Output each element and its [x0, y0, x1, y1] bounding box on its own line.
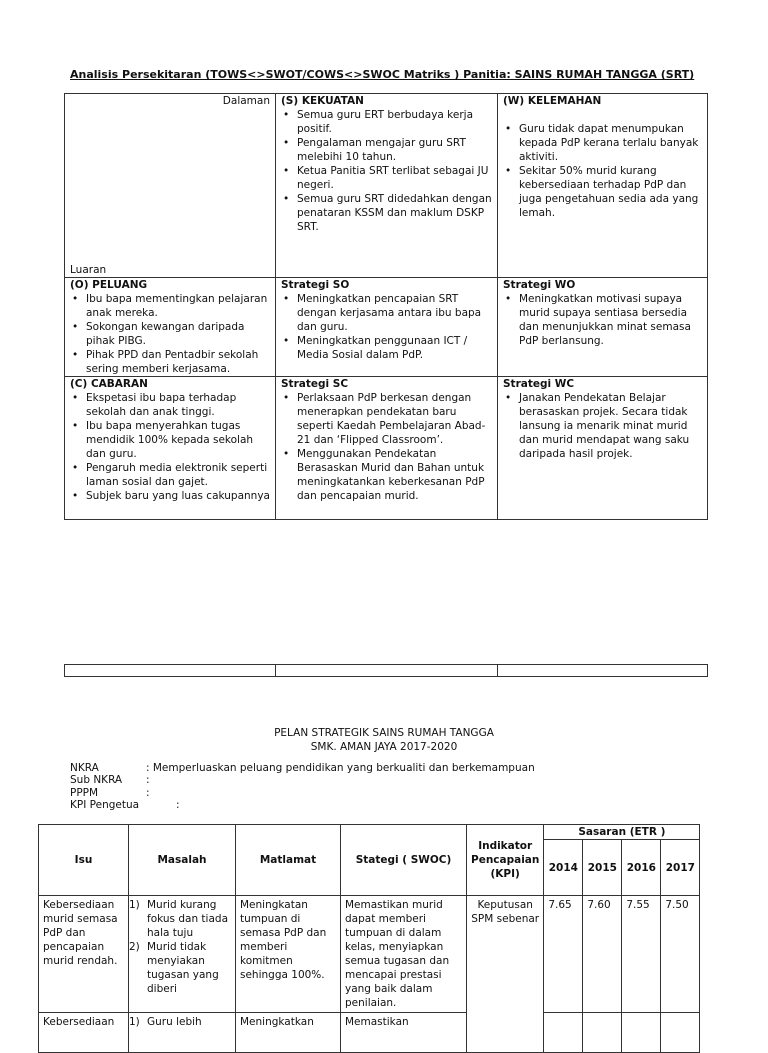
cell-strategi: Memastikan: [341, 1013, 467, 1053]
header-strategi: Stategi ( SWOC): [341, 825, 467, 896]
cell-value: 7.50: [661, 896, 700, 1013]
meta-label: KPI Pengetua: [70, 799, 140, 812]
plan-title-line2: SMK. AMAN JAYA 2017-2020: [310, 741, 458, 753]
meta-row-nkra: [70, 762, 535, 774]
list-item: • Pihak PPD dan Pentadbir sekolah sering memberi kerjasama.: [86, 348, 270, 376]
strategy-sc-cell: [276, 377, 498, 520]
list-item: • Guru tidak dapat menumpukan kepada PdP kerana terlalu banyak aktiviti.: [519, 122, 702, 164]
strategy-wo-heading: Strategi WO: [503, 279, 576, 291]
swot-title: Analisis Persekitaran (TOWS<>SWOT/COWS<>SWOC Matriks ) Panitia: SAINS RUMAH TANGGA (SRT): [70, 68, 695, 81]
axis-cell: [65, 94, 276, 278]
item-number: 1): [129, 1016, 140, 1028]
empty-cell: [65, 665, 276, 677]
meta-label: PPPM: [70, 786, 99, 799]
cell-masalah: [129, 1013, 236, 1053]
list-item: • Perlaksaan PdP berkesan dengan menerapkan pendekatan baru seperti Kaedah Pembelajaran Abad-21 dan ‘Flipped Classroom’.: [297, 391, 492, 447]
cell-value: [583, 1013, 622, 1053]
cell-value: 7.60: [583, 896, 622, 1013]
luaran-label: Luaran: [70, 264, 107, 276]
list-item: • Pengaruh media elektronik seperti laman sosial dan gajet.: [86, 461, 270, 489]
meta-row-sub-nkra: [70, 774, 535, 786]
cell-value: [661, 1013, 700, 1053]
weaknesses-cell: [498, 94, 708, 278]
list-item: • Ibu bapa mementingkan pelajaran anak mereka.: [86, 292, 270, 320]
meta-value: :: [146, 786, 150, 799]
list-item: • Janakan Pendekatan Belajar berasaskan projek. Secara tidak lansung ia menarik minat murid dan murid mendapat wang saku daripada hasil projek.: [519, 391, 702, 461]
item-text: Guru lebih: [147, 1016, 202, 1028]
empty-cell: [498, 665, 708, 677]
list-item: • Semua guru ERT berbudaya kerja positif.: [297, 108, 492, 136]
opportunities-cell: [65, 278, 276, 377]
item-text: Murid tidak menyiakan tugasan yang diberi: [147, 941, 219, 995]
cell-matlamat: Meningkatkan: [236, 1013, 341, 1053]
cell-value: [544, 1013, 583, 1053]
list-item: • Ekspetasi ibu bapa terhadap sekolah dan anak tinggi.: [86, 391, 270, 419]
meta-label: NKRA: [70, 762, 99, 774]
strategy-sc-heading: Strategi SC: [281, 378, 349, 390]
strategy-wc-cell: [498, 377, 708, 520]
weaknesses-heading: (W) KELEMAHAN: [503, 95, 602, 107]
meta-label: Sub NKRA: [70, 774, 123, 787]
cell-masalah: [129, 896, 236, 1013]
strategy-so-cell: [276, 278, 498, 377]
strategy-wo-cell: [498, 278, 708, 377]
header-year: 2014: [544, 840, 583, 896]
list-item: • Menggunakan Pendekatan Berasaskan Murid dan Bahan untuk meningkatankan keberkesanan PdP dan pencapaian murid.: [297, 447, 492, 503]
list-item: [129, 1015, 231, 1029]
list-item: • Meningkatkan penggunaan ICT / Media Sosial dalam PdP.: [297, 334, 492, 362]
meta-row-pppm: [70, 787, 535, 799]
strengths-cell: [276, 94, 498, 278]
empty-cell: [276, 665, 498, 677]
cell-isu: Kebersediaan murid semasa PdP dan pencapaian murid rendah.: [39, 896, 129, 1013]
header-masalah: Masalah: [129, 825, 236, 896]
threats-cell: [65, 377, 276, 520]
item-number: 2): [129, 941, 140, 953]
header-year: 2017: [661, 840, 700, 896]
header-year: 2016: [622, 840, 661, 896]
item-number: 1): [129, 899, 140, 911]
list-item: • Sekitar 50% murid kurang kebersediaan terhadap PdP dan juga pengetahuan sedia ada yang lemah.: [519, 164, 702, 220]
swot-matrix: [64, 93, 708, 520]
cell-kpi: Keputusan SPM sebenar: [467, 896, 544, 1053]
meta-row-kpi-pengetua: [70, 799, 535, 811]
header-matlamat: Matlamat: [236, 825, 341, 896]
list-item: • Subjek baru yang luas cakupannya: [86, 489, 270, 503]
strategy-wc-heading: Strategi WC: [503, 378, 575, 390]
cell-strategi: Memastikan murid dapat memberi tumpuan di dalam kelas, menyiapkan semua tugasan dan mencapai prestasi yang baik dalam penilaian.: [341, 896, 467, 1013]
item-text: Murid kurang fokus dan tiada hala tuju: [147, 899, 229, 939]
cell-matlamat: Meningkatan tumpuan di semasa PdP dan memberi komitmen sehingga 100%.: [236, 896, 341, 1013]
header-isu: Isu: [39, 825, 129, 896]
strategic-plan-table: [38, 824, 700, 1053]
cell-value: [622, 1013, 661, 1053]
header-sasaran: Sasaran (ETR ): [544, 825, 700, 840]
header-year: 2015: [583, 840, 622, 896]
header-kpi: Indikator Pencapaian (KPI): [467, 825, 544, 896]
strategy-so-heading: Strategi SO: [281, 279, 350, 291]
list-item: • Meningkatkan motivasi supaya murid supaya sentiasa bersedia dan menunjukkan minat semasa PdP berlansung.: [519, 292, 702, 348]
plan-title-line1: PELAN STRATEGIK SAINS RUMAH TANGGA: [274, 727, 494, 739]
list-item: [129, 940, 231, 996]
empty-table-row: [64, 664, 708, 677]
list-item: • Semua guru SRT didedahkan dengan penataran KSSM dan maklum DSKP SRT.: [297, 192, 492, 234]
opportunities-heading: (O) PELUANG: [70, 279, 148, 291]
list-item: [129, 898, 231, 940]
threats-heading: (C) CABARAN: [70, 378, 148, 390]
list-item: • Pengalaman mengajar guru SRT melebihi 10 tahun.: [297, 136, 492, 164]
cell-value: 7.65: [544, 896, 583, 1013]
dalaman-label: Dalaman: [222, 95, 270, 107]
cell-value: 7.55: [622, 896, 661, 1013]
list-item: • Ketua Panitia SRT terlibat sebagai JU negeri.: [297, 164, 492, 192]
meta-value: :: [146, 774, 150, 787]
strengths-heading: (S) KEKUATAN: [281, 95, 364, 107]
list-item: • Meningkatkan pencapaian SRT dengan kerjasama antara ibu bapa dan guru.: [297, 292, 492, 334]
meta-value: : Memperluaskan peluang pendidikan yang berkualiti dan berkemampuan: [146, 762, 535, 774]
plan-meta: [70, 762, 535, 812]
list-item: • Sokongan kewangan daripada pihak PIBG.: [86, 320, 270, 348]
list-item: • Ibu bapa menyerahkan tugas mendidik 100% kepada sekolah dan guru.: [86, 419, 270, 461]
meta-value: :: [176, 799, 180, 812]
cell-isu: Kebersediaan: [39, 1013, 129, 1053]
plan-title: [0, 726, 768, 754]
